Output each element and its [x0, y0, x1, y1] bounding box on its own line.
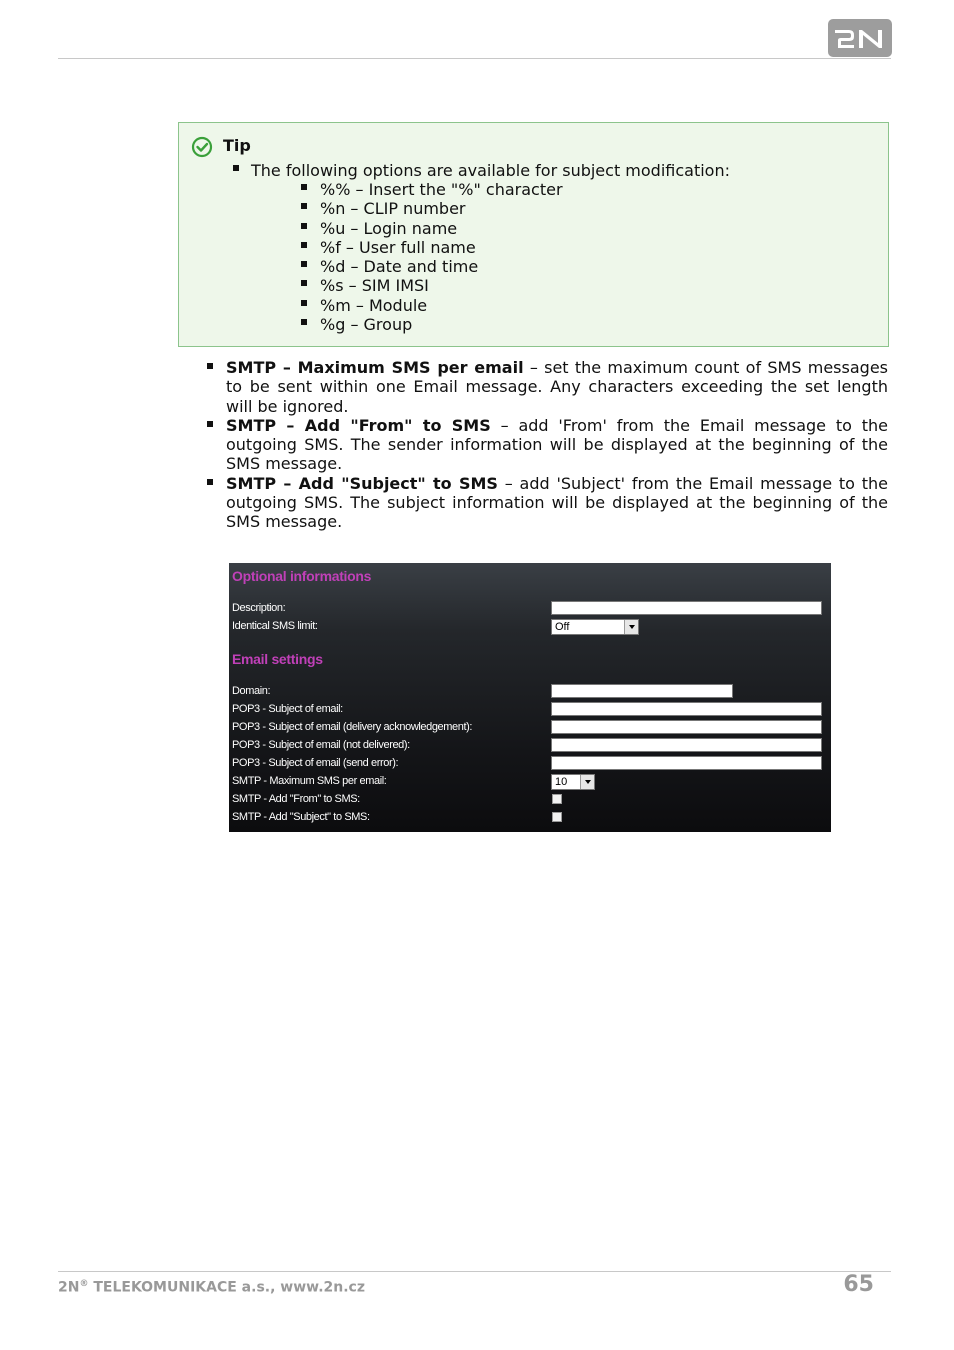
smtp-max-sms-label: SMTP - Maximum SMS per email:	[232, 775, 387, 787]
footer-company-text: TELEKOMUNIKACE a.s., www.2n.cz	[88, 1279, 365, 1296]
feature-term: SMTP – Add "Subject" to SMS	[226, 473, 498, 493]
list-item: %u – Login name	[320, 219, 563, 238]
pop3-delivery-label: POP3 - Subject of email (delivery acknowledgement):	[232, 721, 473, 733]
page-number: 65	[843, 1272, 874, 1297]
tip-intro: The following options are available for subject modification:	[251, 161, 730, 180]
feature-desc: – add 'From' from the Email message to the outgoing SMS. The sender information will be displayed at the beginning of the SMS message.	[226, 415, 889, 474]
pop3-not-delivered-label: POP3 - Subject of email (not delivered):	[232, 739, 410, 751]
feature-add-from	[226, 416, 888, 474]
feature-max-sms	[226, 358, 888, 416]
email-settings-title: Email settings	[232, 651, 323, 667]
list-item: %% – Insert the "%" character	[320, 180, 563, 199]
feature-desc: – add 'Subject' from the Email message to the outgoing SMS. The subject information will be displayed at the beginning of the SMS message.	[226, 473, 889, 532]
pop3-send-error-label: POP3 - Subject of email (send error):	[232, 757, 399, 769]
description-label: Description:	[232, 602, 286, 614]
smtp-add-from-checkbox[interactable]	[552, 794, 562, 804]
tip-box	[178, 122, 889, 347]
pop3-not-delivered-input[interactable]	[551, 738, 822, 752]
feature-add-subject	[226, 474, 888, 532]
pop3-subject-input[interactable]	[551, 702, 822, 716]
identical-sms-limit-select[interactable]	[551, 619, 639, 635]
smtp-add-subject-checkbox[interactable]	[552, 812, 562, 822]
footer-divider	[58, 1271, 891, 1272]
subject-options-list	[320, 180, 563, 334]
smtp-add-subject-label: SMTP - Add "Subject" to SMS:	[232, 811, 370, 823]
footer-company	[58, 1279, 365, 1296]
domain-input[interactable]	[551, 684, 733, 698]
footer-brand: 2N	[58, 1279, 80, 1296]
domain-label: Domain:	[232, 685, 271, 697]
pop3-send-error-input[interactable]	[551, 756, 822, 770]
settings-screenshot	[229, 563, 831, 832]
feature-term: SMTP – Maximum SMS per email	[226, 358, 524, 377]
smtp-max-sms-select[interactable]	[551, 774, 595, 790]
list-item: %n – CLIP number	[320, 199, 563, 218]
list-item: %g – Group	[320, 315, 563, 334]
list-item: %d – Date and time	[320, 257, 563, 276]
description-input[interactable]	[551, 601, 822, 615]
chevron-down-icon[interactable]	[580, 775, 594, 789]
optional-info-title: Optional informations	[232, 568, 372, 584]
identical-sms-limit-label: Identical SMS limit:	[232, 620, 318, 632]
feature-term: SMTP – Add "From" to SMS	[226, 415, 491, 435]
chevron-down-icon[interactable]	[624, 620, 638, 634]
identical-sms-limit-value: Off	[555, 621, 570, 633]
list-item: %f – User full name	[320, 238, 563, 257]
pop3-delivery-input[interactable]	[551, 720, 822, 734]
check-circle-icon	[191, 136, 213, 162]
pop3-subject-label: POP3 - Subject of email:	[232, 703, 343, 715]
header-divider	[58, 58, 891, 59]
registered-mark: ®	[79, 1279, 89, 1289]
smtp-add-from-label: SMTP - Add "From" to SMS:	[232, 793, 360, 805]
feature-desc: – set the maximum count of SMS messages to be sent within one Email message. Any characters exceeding the set length will be ignored.	[226, 358, 888, 416]
tip-title: Tip	[223, 136, 251, 155]
2n-logo	[828, 19, 892, 57]
list-item: %s – SIM IMSI	[320, 276, 563, 295]
list-item: %m – Module	[320, 296, 563, 315]
smtp-max-sms-value: 10	[555, 776, 568, 788]
smtp-feature-list	[226, 358, 888, 532]
